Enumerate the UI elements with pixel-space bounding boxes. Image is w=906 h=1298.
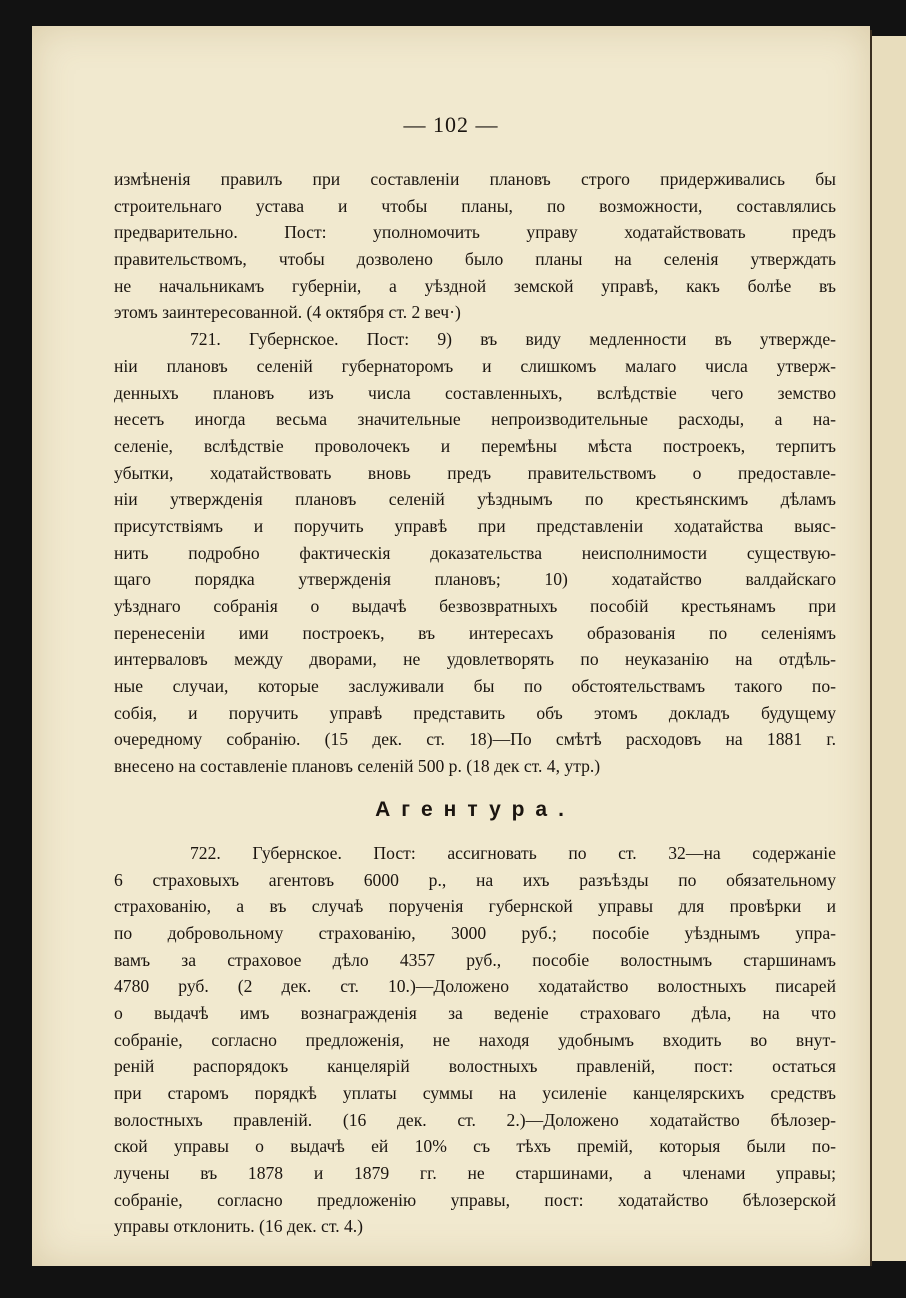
page-number: — 102 — [403,112,499,137]
text-line: о выдачѣ имъ вознагражденія за веденіе страховаго дѣла, на что [114,1002,836,1023]
text-line: страхованію, а въ случаѣ порученія губернской управы для провѣрки и [114,896,836,917]
text-line: собраніе, согласно предложенію управы, пост: ходатайство бѣлозерской [114,1189,836,1210]
text-line: 6 страховыхъ агентовъ 6000 р., на ихъ разъѣзды по обязательному [114,869,836,890]
text-line: собія, и поручить управѣ представить объ этомъ докладъ будущему [114,702,836,723]
text-line: волостныхъ правленій. (16 дек. ст. 2.)—Доложено ходатайство бѣлозер- [114,1109,836,1130]
section-heading: Агентура. [375,797,575,821]
text-line: щаго порядка утвержденія плановъ; 10) ходатайство валдайскаго [114,569,836,590]
adjacent-page-edge [872,36,906,1261]
text-line: предварительно. Пост: уполномочить управу ходатайствовать предъ [114,222,836,243]
text-line: перенесеніи ими построекъ, въ интересахъ образованія по селеніямъ [114,622,836,643]
text-line: при старомъ порядкѣ уплаты суммы на усиленіе канцелярскихъ средствъ [114,1083,836,1103]
text-line: собраніе, согласно предложенія, не находя удобнымъ входить во внут- [114,1029,836,1050]
text-line: вамъ за страховое дѣло 4357 руб., пособіе волостнымъ старшинамъ [114,949,836,970]
text-line: этомъ заинтересованной. (4 октября ст. 2 веч·) [114,302,461,323]
text-line: по добровольному страхованію, 3000 руб.; пособіе уѣзднымъ упра- [114,922,836,943]
text-line: правительствомъ, чтобы дозволено было планы на селенія утверждать [114,249,836,270]
text-line: убытки, ходатайствовать вновь предъ правительствомъ о предоставле- [114,462,836,483]
text-line: внесено на составленіе плановъ селеній 500 р. (18 дек ст. 4, утр.) [114,756,601,777]
text-line: лучены въ 1878 и 1879 гг. не старшинами, а членами управы; [114,1163,836,1184]
text-line: ніи плановъ селеній губернаторомъ и слишкомъ малаго числа утверж- [114,355,836,376]
text-line: реній распорядокъ канцелярій волостныхъ правленій, пост: остаться [114,1056,836,1077]
text-line: измѣненія правилъ при составленіи плановъ строго придерживались бы [114,169,836,189]
text-line: селеніе, вслѣдствіе проволочекъ и перемѣны мѣста построекъ, терпитъ [114,435,836,456]
document-page [32,26,870,1266]
document-text [114,166,836,1240]
text-line: ніи утвержденія плановъ селеній уѣзднымъ по крестьянскимъ дѣламъ [114,489,836,510]
text-line: управы отклонить. (16 дек. ст. 4.) [114,1216,364,1237]
text-line: ской управы о выдачѣ ей 10% съ тѣхъ премій, которыя были по- [114,1136,836,1157]
text-line: строительнаго устава и чтобы планы, по возможности, составлялись [114,195,836,216]
text-line: несетъ иногда весьма значительные непроизводительные расходы, а на- [114,409,836,430]
text-line: ные случаи, которые заслуживали бы по обстоятельствамъ такого по- [114,676,836,697]
text-line: присутствіямъ и поручить управѣ при представленіи ходатайства выяс- [114,515,836,536]
paragraph-start-line: 722. Губернское. Пост: ассигновать по ст. 32—на содержаніе [190,842,836,863]
text-line: очередному собранію. (15 дек. ст. 18)—По смѣтѣ расходовъ на 1881 г. [114,729,836,750]
text-line: интерваловъ между дворами, не удовлетворять по неуказанію на отдѣль- [114,649,836,670]
text-line: 4780 руб. (2 дек. ст. 10.)—Доложено ходатайство волостныхъ писарей [114,976,836,997]
paragraph-start-line: 721. Губернское. Пост: 9) въ виду медленности въ утвержде- [190,329,836,350]
text-line: нить подробно фактическія доказательства неисполнимости существую- [114,542,836,563]
text-line: денныхъ плановъ изъ числа составленныхъ, вслѣдствіе чего земство [114,382,836,403]
text-line: уѣзднаго собранія о выдачѣ безвозвратныхъ пособій крестьянамъ при [114,596,836,616]
text-line: не начальникамъ губерніи, а уѣздной земской управѣ, какъ болѣе въ [114,275,836,296]
